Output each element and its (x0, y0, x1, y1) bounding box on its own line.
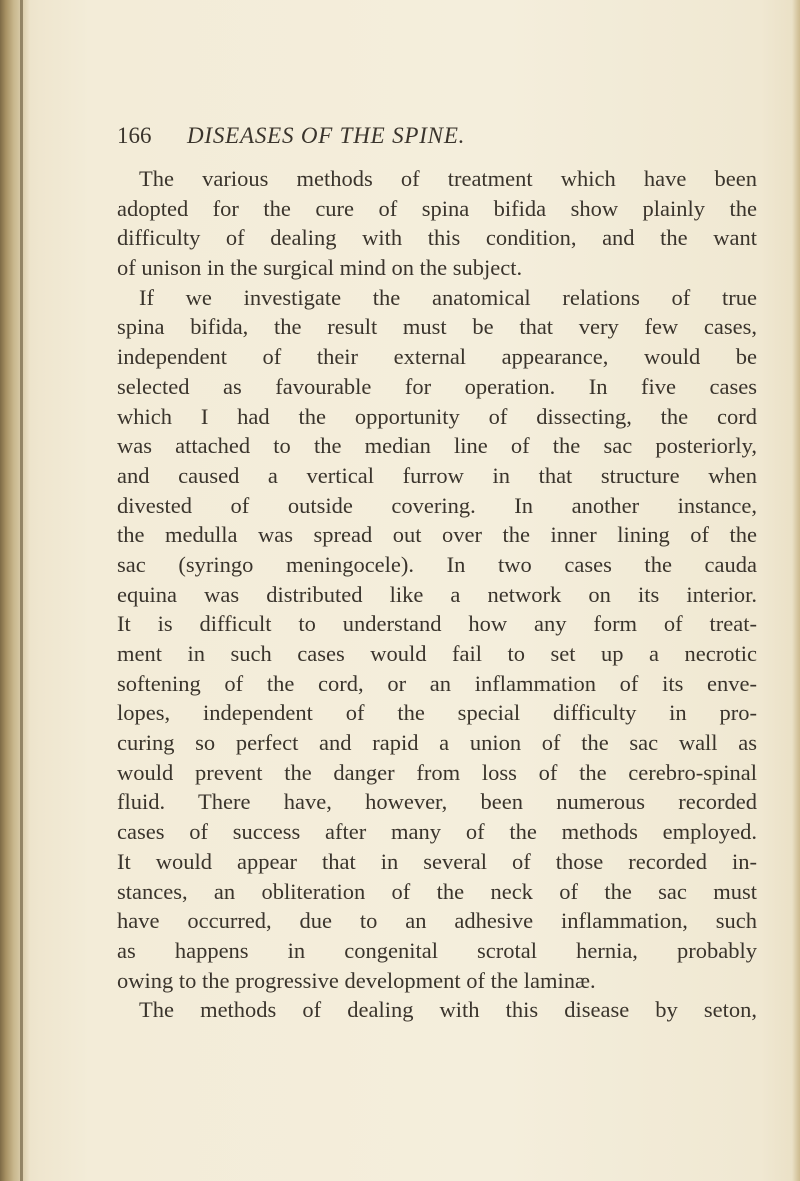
book-binding-edge (20, 0, 23, 1181)
text-line: curing so perfect and rapid a union of the sac wall as (117, 730, 757, 756)
text-line: It would appear that in several of those recorded in- (117, 848, 757, 874)
text-line: of unison in the surgical mind on the subject. (117, 255, 523, 281)
text-line: independent of their external appearance, would be (117, 344, 757, 370)
page-edge-shadow (792, 0, 800, 1181)
text-line: was attached to the median line of the sac posteriorly, (117, 433, 757, 459)
text-line: softening of the cord, or an inflammation of its enve- (117, 670, 757, 696)
text-line: divested of outside covering. In another instance, (117, 492, 757, 518)
text-line: The various methods of treatment which have been (139, 166, 757, 191)
page-header (117, 120, 737, 152)
text-line: and caused a vertical furrow in that structure when (117, 462, 757, 488)
text-line: The methods of dealing with this disease by seton, (139, 997, 757, 1023)
text-line: ment in such cases would fail to set up a necrotic (117, 641, 757, 666)
text-line: have occurred, due to an adhesive inflammation, such (117, 908, 757, 934)
text-line: the medulla was spread out over the inner lining of the (117, 522, 757, 548)
text-line: equina was distributed like a network on its interior. (117, 581, 757, 607)
text-line: which I had the opportunity of dissecting, the cord (117, 403, 757, 429)
text-line: as happens in congenital scrotal hernia, probably (117, 937, 757, 963)
text-line: sac (syringo meningocele). In two cases the cauda (117, 551, 757, 577)
body-text (117, 164, 757, 1025)
text-line: stances, an obliteration of the neck of the sac must (117, 878, 757, 904)
running-head: DISEASES OF THE SPINE. (187, 123, 466, 148)
page-number: 166 (117, 123, 152, 148)
book-binding-shadow (0, 0, 30, 1181)
text-line: spina bifida, the result must be that very few cases, (117, 314, 757, 340)
text-line: difficulty of dealing with this condition, and the want (117, 225, 757, 251)
text-line: lopes, independent of the special difficulty in pro- (117, 700, 757, 726)
text-line: cases of success after many of the methods employed. (117, 819, 757, 845)
text-line: fluid. There have, however, been numerous recorded (117, 789, 757, 815)
text-line: adopted for the cure of spina bifida show plainly the (117, 195, 757, 221)
text-line: selected as favourable for operation. In five cases (117, 373, 757, 399)
text-line: If we investigate the anatomical relations of true (139, 284, 757, 310)
text-line: would prevent the danger from loss of the cerebro-spinal (117, 759, 757, 785)
text-line: It is difficult to understand how any form of treat- (117, 611, 757, 637)
text-line: owing to the progressive development of the laminæ. (117, 967, 596, 993)
